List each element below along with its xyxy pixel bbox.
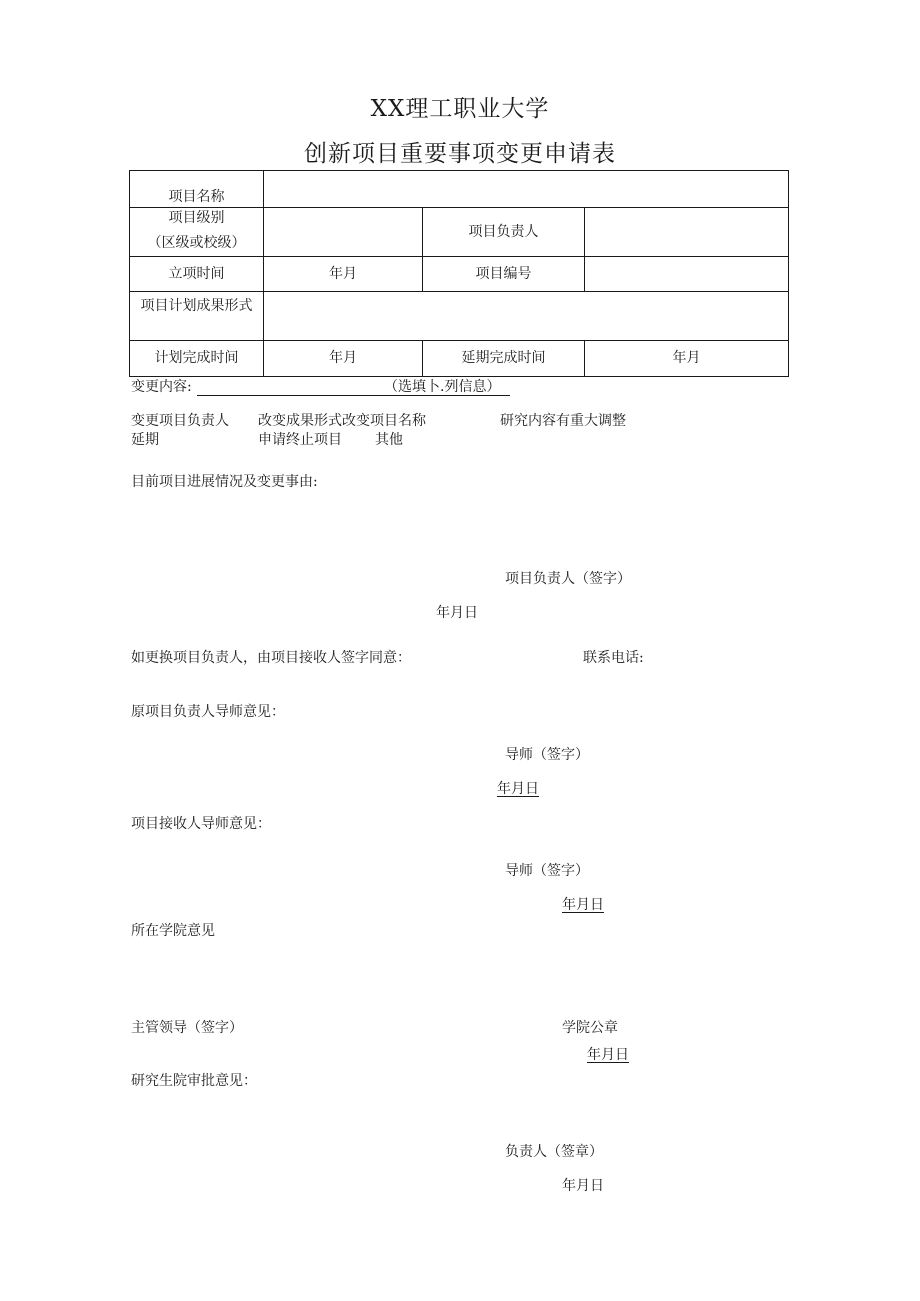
project-level-hint: （区级或校级） — [147, 235, 246, 251]
planned-completion-label: 计划完成时间 — [154, 350, 239, 366]
table-border-bottom — [129, 376, 789, 377]
table-row-divider — [129, 340, 789, 341]
leader-signature-date: 年月日 — [436, 605, 478, 621]
leader-signature-label: 项目负责人（签字） — [505, 571, 631, 587]
option-terminate[interactable]: 申请终止项目 — [258, 432, 342, 448]
college-leader-signature: 主管领导（签字） — [131, 1020, 243, 1036]
receiver-advisor-date: 年月日 — [562, 897, 604, 913]
change-content-hint: （选填卜.列信息） — [384, 379, 501, 395]
progress-label: 目前项目进展情况及变更事由: — [131, 474, 318, 490]
planned-output-field[interactable] — [264, 292, 788, 340]
extended-completion-label: 延期完成时间 — [461, 350, 546, 366]
graduate-school-signature: 负责人（签章） — [505, 1144, 603, 1160]
project-name-label: 项目名称 — [168, 189, 225, 205]
original-advisor-label: 原项目负责人导师意见： — [131, 704, 285, 720]
document-title: XX理工职业大学 — [370, 96, 550, 122]
extended-completion-value[interactable]: 年月 — [672, 350, 701, 366]
option-change-leader[interactable]: 变更项目负责人 — [131, 413, 229, 429]
project-leader-label: 项目负责人 — [468, 224, 539, 240]
graduate-school-date: 年月日 — [562, 1178, 604, 1194]
college-seal-label: 学院公章 — [562, 1020, 618, 1036]
phone-label: 联系电话: — [583, 650, 644, 666]
original-advisor-date: 年月日 — [497, 781, 539, 797]
option-change-output-name[interactable]: 改变成果形式改变项目名称 — [258, 413, 426, 429]
receiver-advisor-label: 项目接收人导师意见： — [131, 816, 271, 832]
table-border-right — [788, 170, 789, 377]
project-name-field[interactable] — [264, 171, 788, 207]
project-level-label: 项目级别 — [168, 210, 225, 226]
receiver-advisor-signature: 导师（签字） — [505, 863, 589, 879]
college-date: 年月日 — [587, 1047, 629, 1063]
form-title: 创新项目重要事项变更申请表 — [304, 141, 616, 167]
graduate-school-label: 研究生院审批意见： — [131, 1073, 257, 1089]
change-content-label: 变更内容: — [131, 379, 192, 395]
project-level-field[interactable] — [264, 208, 422, 256]
project-leader-field[interactable] — [585, 208, 788, 256]
option-extension[interactable]: 延期 — [131, 432, 159, 448]
college-opinion-label: 所在学院意见 — [131, 923, 215, 939]
option-other[interactable]: 其他 — [375, 432, 403, 448]
planned-output-label: 项目计划成果形式 — [140, 298, 253, 314]
planned-completion-value[interactable]: 年月 — [329, 350, 357, 366]
start-time-value[interactable]: 年月 — [329, 266, 357, 282]
receiver-consent-label: 如更换项目负责人，由项目接收人签字同意： — [131, 650, 411, 666]
original-advisor-signature: 导师（签字） — [505, 747, 589, 763]
option-research-adjustment[interactable]: 研究内容有重大调整 — [500, 413, 626, 429]
project-number-label: 项目编号 — [475, 266, 532, 282]
project-number-field[interactable] — [585, 257, 788, 291]
start-time-label: 立项时间 — [168, 266, 225, 282]
